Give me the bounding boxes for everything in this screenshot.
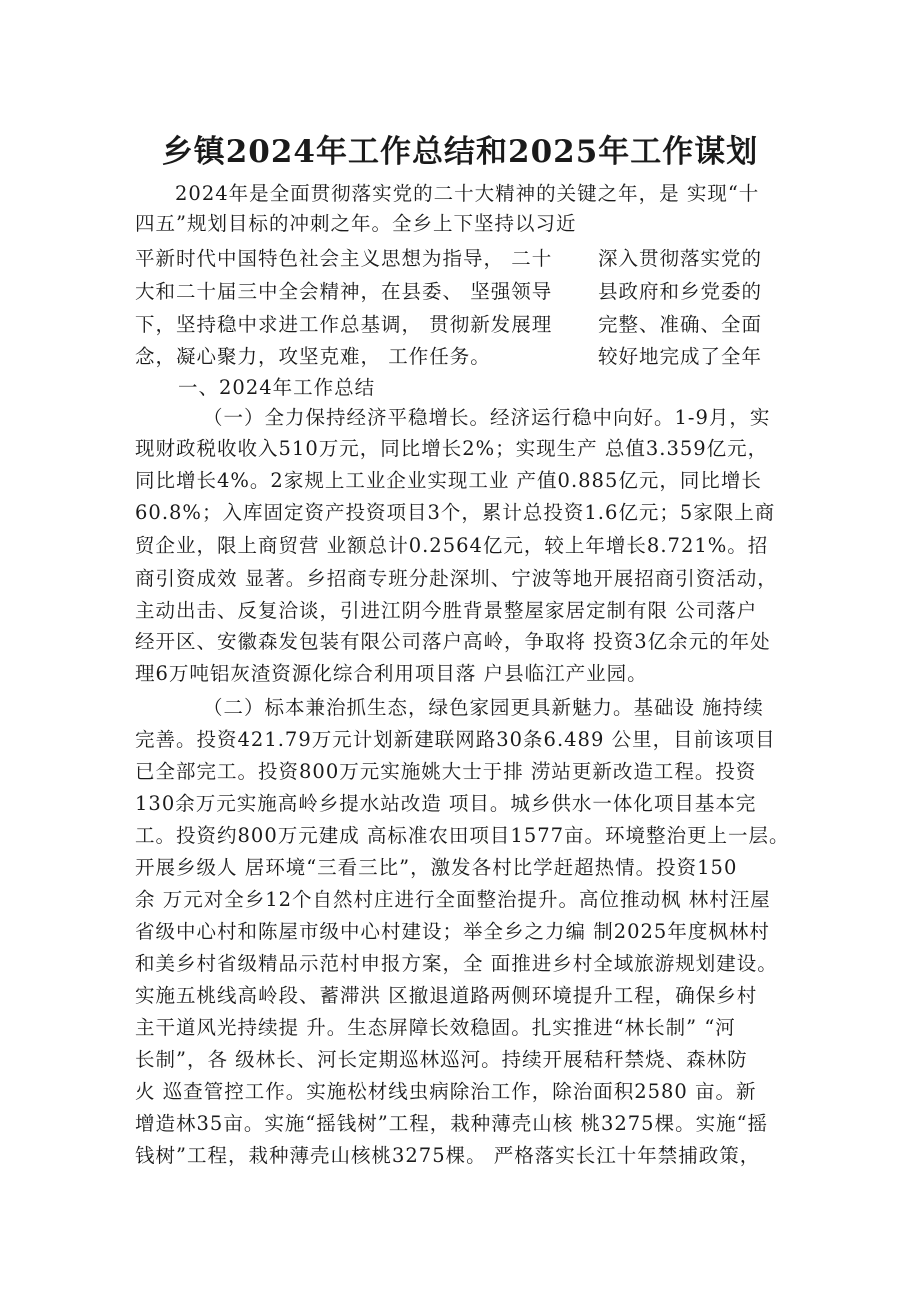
para2-line-2: 完善。投资421.79万元计划新建联网路30条6.489 公里，目前该项目 (135, 728, 776, 751)
intro-left-line-3: 下，坚持稳中求进工作总基调， 贯彻新发展理 (135, 313, 553, 336)
intro-left-line-4: 念，凝心聚力，攻坚克难， 工作任务。 (135, 345, 491, 368)
document-title: 乡镇2024年工作总结和2025年工作谋划 (161, 134, 759, 170)
para2-line-1: （二）标本兼治抓生态，绿色家园更具新魅力。基础设 施持续 (203, 696, 764, 719)
para2-line-15: 钱树”工程，栽种薄壳山核桃3275棵。 严格落实长江十年禁捕政策， (135, 1144, 761, 1167)
para2-line-14: 增造林35亩。实施“摇钱树”工程，栽种薄壳山核 桃3275棵。实施“摇 (135, 1112, 769, 1135)
para1-line-5: 贸企业，限上商贸营 业额总计0.2564亿元，较上年增长8.721%。招 (135, 534, 769, 557)
intro-right-line-1: 深入贯彻落实党的 (598, 247, 763, 270)
para1-line-1: （一）全力保持经济平稳增长。经济运行稳中向好。1-9月，实 (203, 406, 771, 429)
para2-line-10: 实施五桃线高岭段、蓄滞洪 区撤退道路两侧环境提升工程，确保乡村 (135, 984, 758, 1007)
para2-line-3: 已全部完工。投资800万元实施姚大士于排 涝站更新改造工程。投资 (135, 760, 757, 783)
para1-line-9: 理6万吨铝灰渣资源化综合利用项目落 户县临江产业园。 (135, 662, 648, 685)
para1-line-2: 现财政税收收入510万元，同比增长2%；实现生产 总值3.359亿元， (135, 437, 769, 460)
para2-line-7: 余 万元对全乡12个自然村庄进行全面整治提升。高位推动枫 林村汪屋 (135, 888, 771, 911)
para2-line-9: 和美乡村省级精品示范村申报方案，全 面推进乡村全域旅游规划建设。 (135, 952, 778, 975)
intro-line-2: 四五”规划目标的冲刺之年。全乡上下坚持以习近 (135, 212, 577, 235)
intro-line-1: 2024年是全面贯彻落实党的二十大精神的关键之年，是 实现“十 (175, 182, 760, 205)
intro-left-line-1: 平新时代中国特色社会主义思想为指导， 二十 (135, 247, 553, 270)
para2-line-13: 火 巡查管控工作。实施松材线虫病除治工作，除治面积2580 亩。新 (135, 1080, 757, 1103)
para2-line-5: 工。投资约800万元建成 高标准农田项目1577亩。环境整治更上一层。 (135, 824, 790, 847)
para2-line-11: 主干道风光持续提 升。生态屏障长效稳固。扎实推进“林长制” “河 (135, 1016, 736, 1039)
para2-line-4: 130余万元实施高岭乡提水站改造 项目。城乡供水一体化项目基本完 (135, 792, 757, 815)
intro-left-line-2: 大和二十届三中全会精神，在县委、 坚强领导 (135, 280, 553, 303)
para2-line-6: 开展乡级人 居环境“三看三比”，激发各村比学赶超热情。投资150 (135, 856, 738, 879)
intro-right-line-2: 县政府和乡党委的 (598, 280, 763, 303)
para1-line-6: 商引资成效 显著。乡招商专班分赴深圳、宁波等地开展招商引资活动， (135, 567, 778, 590)
section-heading: 一、2024年工作总结 (178, 376, 376, 399)
para1-line-8: 经开区、安徽森发包装有限公司落户高岭，争取将 投资3亿余元的年处 (135, 630, 771, 653)
para2-line-12: 长制”，各 级林长、河长定期巡林巡河。持续开展秸秆禁烧、森林防 (135, 1048, 748, 1071)
intro-right-line-3: 完整、准确、全面 (598, 313, 763, 336)
intro-right-line-4: 较好地完成了全年 (598, 345, 763, 368)
para1-line-3: 同比增长4%。2家规上工业企业实现工业 产值0.885亿元，同比增长 (135, 469, 762, 492)
para1-line-4: 60.8%；入库固定资产投资项目3个，累计总投资1.6亿元；5家限上商 (135, 501, 776, 524)
para2-line-8: 省级中心村和陈屋市级中心村建设；举全乡之力编 制2025年度枫林村 (135, 920, 770, 943)
para1-line-7: 主动出击、反复洽谈，引进江阴今胜背景整屋家居定制有限 公司落户 (135, 599, 758, 622)
